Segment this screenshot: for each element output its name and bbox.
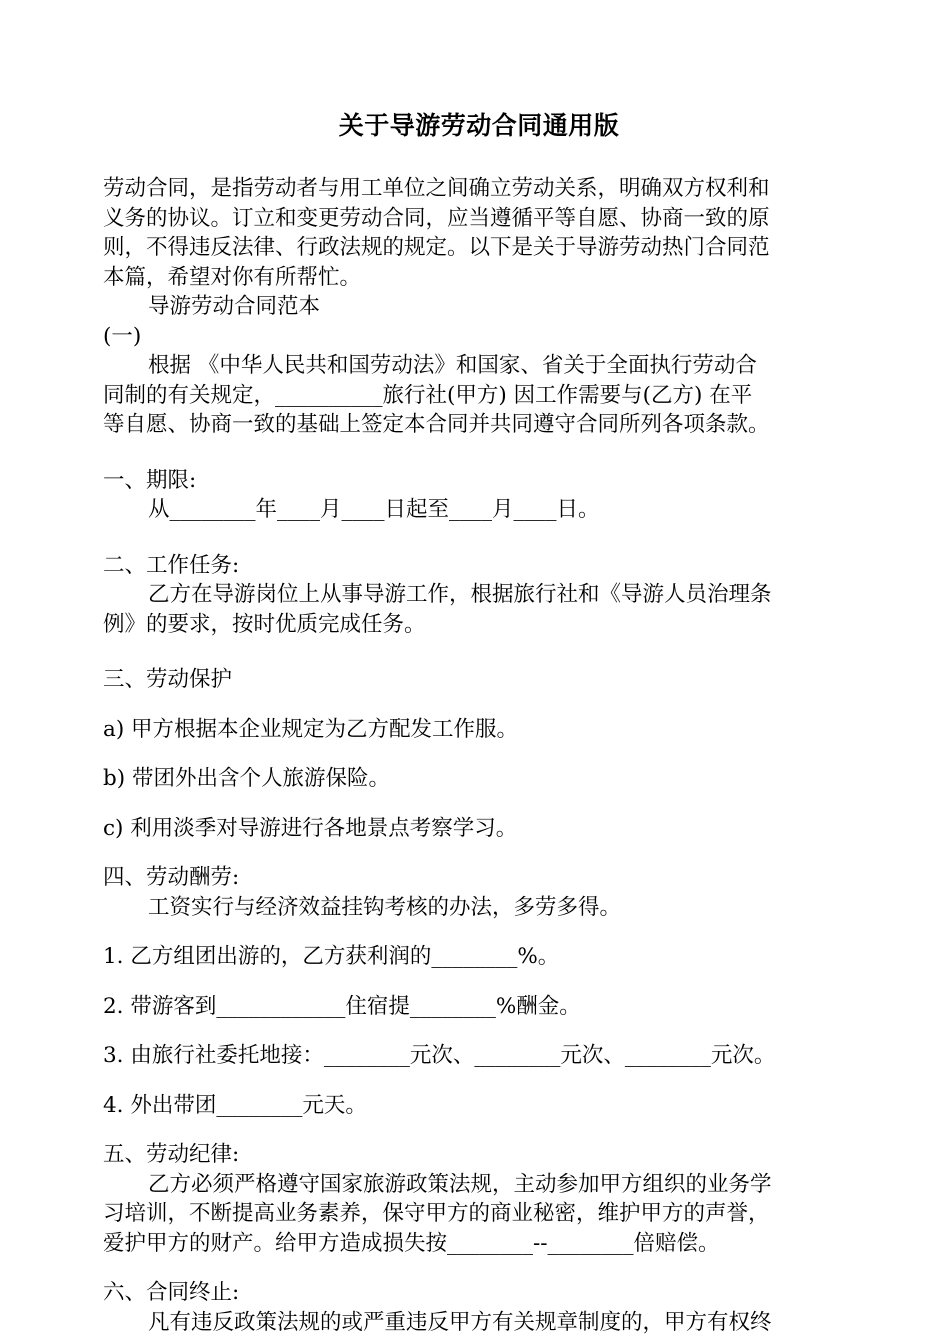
- task-line-1: 乙方在导游岗位上从事导游工作，根据旅行社和《导游人员治理条: [148, 582, 772, 607]
- sample-heading: 导游劳动合同范本: [148, 294, 321, 319]
- document-title: 关于导游劳动合同通用版: [338, 111, 620, 140]
- discipline-line-1: 乙方必须严格遵守国家旅游政策法规，主动参加甲方组织的业务学: [148, 1171, 772, 1197]
- part-marker: (一): [103, 323, 142, 349]
- protection-item-a: a) 甲方根据本企业规定为乙方配发工作服。: [103, 716, 519, 742]
- section-1-heading: 一、期限:: [103, 467, 197, 493]
- discipline-line-3: 爱护甲方的财产。给甲方造成损失按________--________倍赔偿。: [103, 1230, 720, 1256]
- pay-item-4: 4. 外出带团________元天。: [103, 1092, 367, 1118]
- pay-line: 工资实行与经济效益挂钩考核的办法，多劳多得。: [148, 894, 622, 920]
- preamble-line-1: 根据 《中华人民共和国劳动法》和国家、省关于全面执行劳动合: [148, 353, 757, 378]
- pay-item-2: 2. 带游客到____________住宿提________%酬金。: [103, 993, 581, 1019]
- preamble-line-3: 等自愿、协商一致的基础上签定本合同并共同遵守合同所列各项条款。: [103, 412, 770, 437]
- intro-line-1: 劳动合同，是指劳动者与用工单位之间确立劳动关系，明确双方权利和: [103, 176, 770, 201]
- protection-item-b: b) 带团外出含个人旅游保险。: [103, 766, 390, 791]
- task-line-2: 例》的要求，按时优质完成任务。: [103, 611, 426, 637]
- protection-item-c: c) 利用淡季对导游进行各地景点考察学习。: [103, 815, 518, 841]
- termination-line-1: 凡有违反政策法规的或严重违反甲方有关规章制度的，甲方有权终: [148, 1309, 772, 1335]
- pay-item-3: 3. 由旅行社委托地接：________元次、________元次、________元次。: [103, 1043, 776, 1068]
- preamble-line-2: 同制的有关规定，__________旅行社(甲方) 因工作需要与(乙方) 在平: [103, 382, 753, 408]
- intro-line-3: 则，不得违反法律、行政法规的规定。以下是关于导游劳动热门合同范: [103, 235, 770, 260]
- section-3-heading: 三、劳动保护: [103, 667, 233, 692]
- section-4-heading: 四、劳动酬劳:: [103, 865, 240, 890]
- section-5-heading: 五、劳动纪律:: [103, 1142, 240, 1167]
- term-line: 从________年____月____日起至____月____日。: [148, 497, 600, 522]
- document-page: [103, 106, 855, 1337]
- section-6-heading: 六、合同终止:: [103, 1280, 240, 1305]
- section-2-heading: 二、工作任务:: [103, 552, 240, 578]
- intro-line-2: 义务的协议。订立和变更劳动合同，应当遵循平等自愿、协商一致的原: [103, 205, 770, 231]
- intro-line-4: 本篇，希望对你有所帮忙。: [103, 264, 362, 290]
- discipline-line-2: 习培训，不断提高业务素养，保守甲方的商业秘密，维护甲方的声誉，: [103, 1201, 770, 1226]
- pay-item-1: 1. 乙方组团出游的，乙方获利润的________%。: [103, 944, 560, 969]
